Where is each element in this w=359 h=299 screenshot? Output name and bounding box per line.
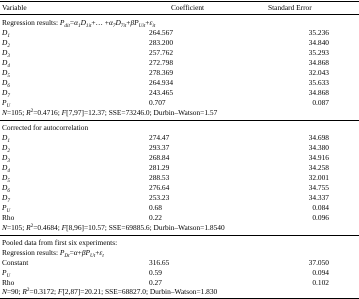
coefficient-cell: 0.59	[149, 268, 162, 277]
std-error-cell: 34.840	[308, 38, 329, 47]
s1-f: [7,97]=12.37	[66, 108, 105, 117]
variable-cell: Rho	[2, 278, 15, 287]
table-row	[0, 98, 359, 108]
coefficient-cell: 274.47	[149, 133, 170, 142]
std-error-cell: 34.868	[308, 88, 329, 97]
s2-dw: 1.8540	[204, 223, 225, 232]
coefficient-cell: 0.68	[149, 203, 162, 212]
section1-equation: $P_{dit}=\alpha_1D_{1it}+\dots +\alpha_7D_{7it}+\beta P_{Uit}+\varepsilon_{it}$	[59, 18, 156, 29]
std-error-cell: 0.094	[312, 268, 329, 277]
section1-caption-label: Regression results:	[2, 18, 59, 27]
variable-cell: $D_2$	[2, 143, 10, 154]
variable-cell: $D_5$	[2, 68, 10, 79]
coefficient-cell: 0.27	[149, 278, 162, 287]
coefficient-cell: 293.37	[149, 143, 170, 152]
coefficient-cell: 257.762	[149, 48, 174, 57]
s1-sse: 73246.0	[125, 108, 150, 117]
std-error-cell: 34.916	[308, 153, 329, 162]
section1-stats: N=105; $R^2=0.4716$; F[7,97]=12.37; SSE=73246.0; Durbin–Watson=1.57	[2, 108, 218, 117]
s2-r2: 0.4684	[37, 223, 58, 232]
table-row	[0, 48, 359, 58]
s2-n: 105	[11, 223, 23, 232]
table-row	[0, 68, 359, 78]
std-error-cell: 35.633	[308, 78, 329, 87]
s3-n: 90	[11, 287, 19, 296]
table-row	[0, 268, 359, 278]
table-row	[0, 133, 359, 143]
table-row	[0, 163, 359, 173]
coefficient-cell: 264.934	[149, 78, 174, 87]
table-row	[0, 193, 359, 203]
coefficient-cell: 316.65	[149, 258, 170, 267]
table-row	[0, 143, 359, 153]
section2-caption: Corrected for autocorrelation	[2, 123, 89, 132]
variable-cell: $D_4$	[2, 163, 10, 174]
std-error-cell: 35.293	[308, 48, 329, 57]
header-rule	[0, 14, 359, 15]
section3-equation: $P_{Dt}=\alpha+\beta P_{Ut}+\varepsilon_t$	[59, 248, 104, 259]
table-row	[0, 183, 359, 193]
variable-cell: $D_2$	[2, 38, 10, 49]
table-row	[0, 88, 359, 98]
std-error-cell: 0.084	[312, 203, 329, 212]
variable-cell: $D_6$	[2, 78, 10, 89]
coefficient-cell: 278.369	[149, 68, 174, 77]
section3-stats: N=90; $R^2=0.3172$; F[2,87]=20.21; SSE=68827.0; Durbin–Watson=1.830	[2, 287, 218, 296]
table-row	[0, 258, 359, 268]
std-error-cell: 34.337	[308, 193, 329, 202]
std-error-cell: 37.050	[308, 258, 329, 267]
s1-dw: 1.57	[204, 108, 218, 117]
variable-cell: Rho	[2, 213, 15, 222]
coefficient-cell: 268.84	[149, 153, 170, 162]
variable-cell: $D_1$	[2, 133, 10, 144]
variable-cell: Constant	[2, 258, 29, 267]
std-error-cell: 35.236	[308, 28, 329, 37]
header-coefficient: Coefficient	[171, 3, 205, 12]
std-error-cell: 32.001	[308, 173, 329, 182]
coefficient-cell: 281.29	[149, 163, 170, 172]
section1-rule	[0, 120, 359, 121]
std-error-cell: 34.755	[308, 183, 329, 192]
variable-cell: $D_3$	[2, 48, 10, 59]
std-error-cell: 34.868	[308, 58, 329, 67]
coefficient-cell: 0.707	[149, 98, 166, 107]
s1-r2: 0.4716	[37, 108, 58, 117]
variable-cell: $P_U$	[2, 268, 11, 279]
top-rule	[0, 1, 359, 2]
table-row	[0, 213, 359, 223]
variable-cell: $D_4$	[2, 58, 10, 69]
std-error-cell: 34.380	[308, 143, 329, 152]
variable-cell: $D_7$	[2, 193, 10, 204]
variable-cell: $D_5$	[2, 173, 10, 184]
std-error-cell: 0.102	[312, 278, 329, 287]
variable-cell: $D_6$	[2, 183, 10, 194]
std-error-cell: 32.043	[308, 68, 329, 77]
coefficient-cell: 276.64	[149, 183, 170, 192]
table-row	[0, 203, 359, 213]
std-error-cell: 34.698	[308, 133, 329, 142]
variable-cell: $P_U$	[2, 203, 11, 214]
s3-sse: 68827.0	[121, 287, 146, 296]
coefficient-cell: 243.465	[149, 88, 174, 97]
std-error-cell: 0.096	[312, 213, 329, 222]
std-error-cell: 34.258	[308, 163, 329, 172]
variable-cell: $D_1$	[2, 28, 10, 39]
s1-n: 105	[11, 108, 23, 117]
s3-f: [2,87]=20.21	[62, 287, 102, 296]
section1-caption	[0, 18, 359, 28]
table-row	[0, 58, 359, 68]
variable-cell: $P_U$	[2, 98, 11, 109]
s2-sse: 69885.6	[125, 223, 150, 232]
header-variable: Variable	[2, 3, 27, 12]
header-standard-error: Standard Error	[268, 3, 312, 12]
section3-caption2-label: Regression results:	[2, 248, 59, 257]
section2-rule	[0, 235, 359, 236]
section2-stats: N=105; $R^2=0.4684$; F[8,96]=10.57; SSE=69885.6; Durbin–Watson=1.8540	[2, 223, 225, 232]
coefficient-cell: 283.200	[149, 38, 174, 47]
s2-f: [8,96]=10.57	[66, 223, 105, 232]
std-error-cell: 0.087	[312, 98, 329, 107]
section3-caption2	[0, 248, 359, 258]
coefficient-cell: 0.22	[149, 213, 162, 222]
coefficient-cell: 272.798	[149, 58, 174, 67]
s3-dw: 1.830	[200, 287, 218, 296]
header-row	[0, 3, 359, 13]
variable-cell: $D_7$	[2, 88, 10, 99]
table-row	[0, 153, 359, 163]
coefficient-cell: 288.53	[149, 173, 170, 182]
table-row	[0, 38, 359, 48]
table-row	[0, 173, 359, 183]
s3-r2: 0.3172	[33, 287, 55, 296]
table-row	[0, 28, 359, 38]
coefficient-cell: 264.567	[149, 28, 174, 37]
variable-cell: $D_3$	[2, 153, 10, 164]
table-row	[0, 78, 359, 88]
section3-caption: Pooled data from first six experiments:	[2, 238, 118, 247]
coefficient-cell: 253.23	[149, 193, 170, 202]
